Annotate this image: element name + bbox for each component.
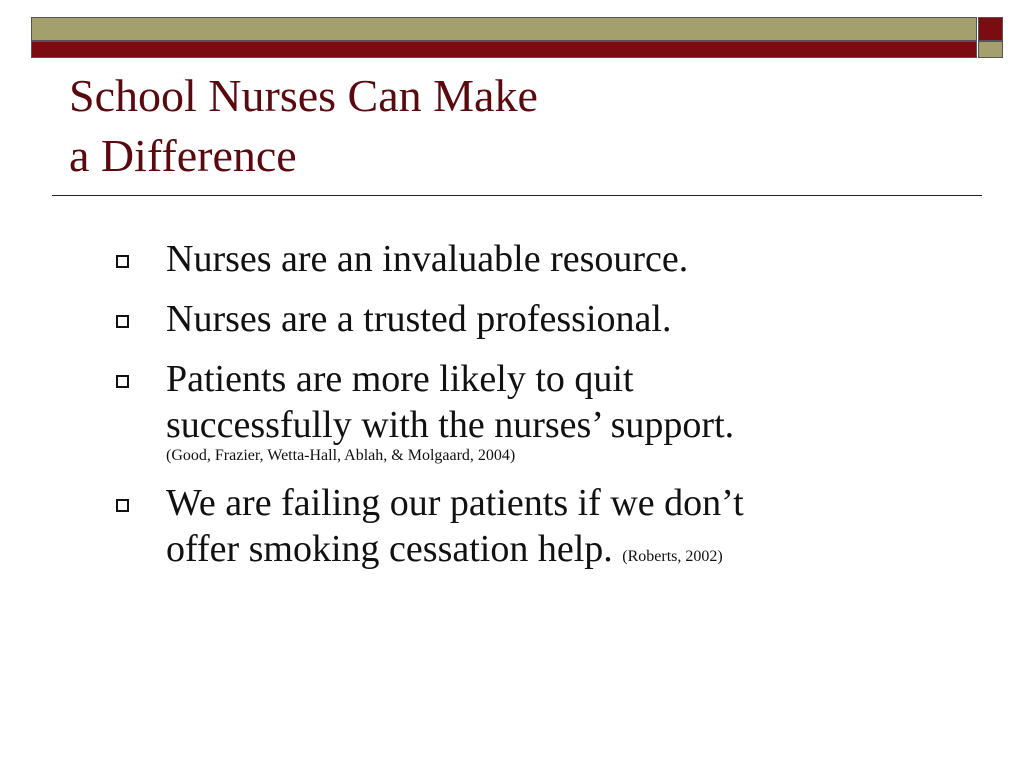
bullet-item [116,236,976,282]
hollow-square-bullet-icon [116,255,129,268]
title-line-2: a Difference [69,130,297,181]
title-divider [52,195,982,196]
bullet-text: Nurses are a trusted professional. [166,298,672,340]
citation: (Good, Frazier, Wetta-Hall, Ablah, & Molgaard, 2004) [166,447,516,464]
bullet-text: Nurses are an invaluable resource. [166,238,689,280]
bullet-item [116,480,976,572]
bullet-text-line-2: successfully with the nurses’ support. [166,404,735,446]
bullet-text-line-2: offer smoking cessation help. [166,528,613,570]
bullet-text-line-1: Patients are more likely to quit [166,358,634,400]
bullet-item [116,356,976,466]
corner-square-maroon [978,17,1003,41]
corner-square-olive [978,41,1003,58]
citation: (Roberts, 2002) [622,548,723,565]
header-band-olive [31,17,977,41]
hollow-square-bullet-icon [116,499,129,512]
bullet-list [116,236,976,586]
bullet-text-line-1: We are failing our patients if we don’t [166,482,744,524]
slide-title [69,66,969,186]
bullet-item [116,296,976,342]
title-line-1: School Nurses Can Make [69,70,538,121]
hollow-square-bullet-icon [116,375,129,388]
hollow-square-bullet-icon [116,315,129,328]
header-band-maroon [31,41,977,58]
